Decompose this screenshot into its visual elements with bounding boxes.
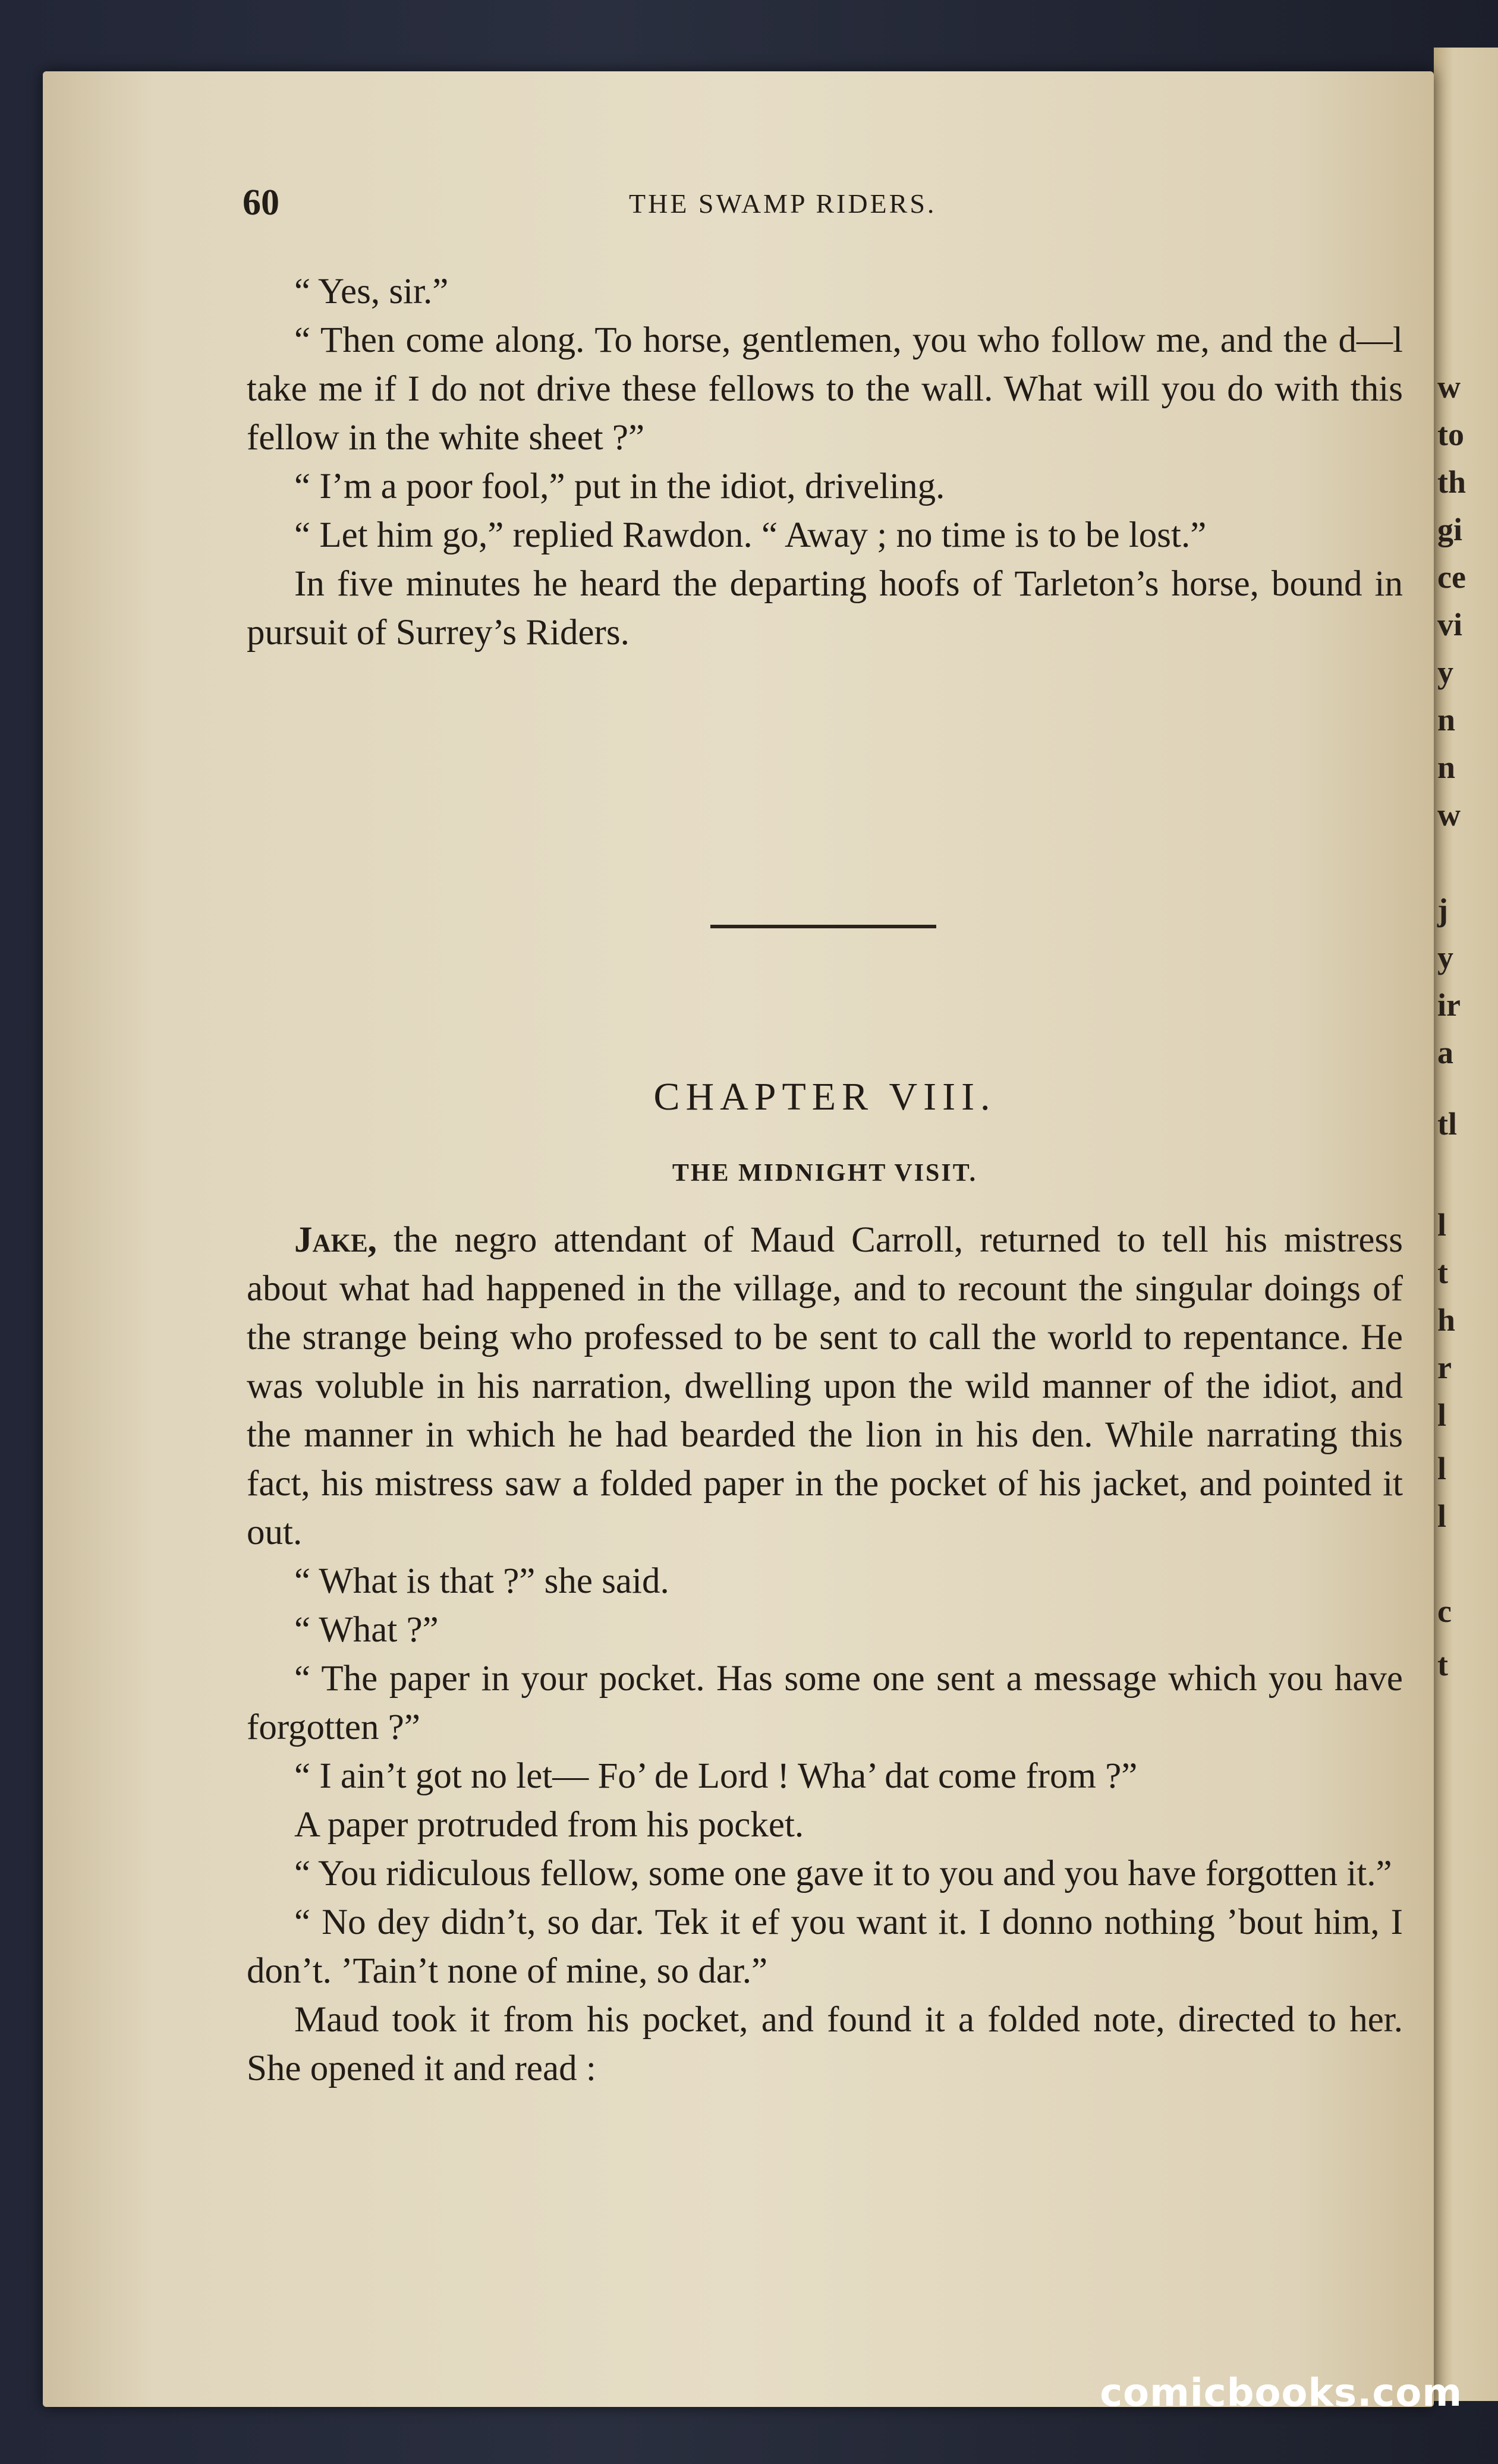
opening-paragraph — [247, 1216, 1403, 1557]
facing-page-fragment: t — [1437, 1647, 1448, 1682]
page-header — [243, 182, 1414, 229]
facing-page-edge — [1434, 48, 1498, 2401]
running-head: THE SWAMP RIDERS. — [629, 188, 937, 219]
paragraph: “ Then come along. To horse, gentlemen, you who follow me, and the d—l take me if I do not drive these fellows to the wall. What will you do with this fellow in the white sheet ?” — [247, 320, 1403, 458]
facing-page-fragment: l — [1437, 1498, 1447, 1534]
chapter-title: CHAPTER VIII. — [653, 1075, 996, 1118]
paragraph: A paper protruded from his pocket. — [294, 1805, 804, 1845]
facing-page-fragment: r — [1437, 1350, 1452, 1385]
paragraph: “ The paper in your pocket. Has some one sent a message which you have forgotten ?” — [247, 1659, 1403, 1747]
page-number: 60 — [243, 182, 279, 223]
facing-page-fragment: w — [1437, 797, 1461, 833]
facing-page-fragment: th — [1437, 464, 1466, 500]
facing-page-fragment: y — [1437, 654, 1453, 690]
facing-page-fragment: gi — [1437, 512, 1463, 547]
paragraph: “ I ain’t got no let— Fo’ de Lord ! Wha’ dat come from ?” — [294, 1756, 1138, 1796]
facing-page-fragment: n — [1437, 749, 1456, 785]
text-before-chapter — [247, 267, 1403, 657]
paragraph: “ What ?” — [294, 1610, 439, 1650]
facing-page-fragment: l — [1437, 1207, 1447, 1243]
facing-page-fragment: w — [1437, 369, 1461, 405]
chapter-text — [247, 1216, 1403, 2093]
facing-page-fragment: n — [1437, 702, 1456, 738]
facing-page-fragment: ir — [1437, 987, 1461, 1023]
opening-word: Jake, — [294, 1220, 377, 1260]
facing-page-fragment: t — [1437, 1255, 1448, 1290]
paragraph: “ No dey didn’t, so dar. Tek it ef you want it. I donno nothing ’bout him, I don’t. ’Tain’t none of mine, so dar.” — [247, 1902, 1403, 1991]
facing-page-fragment: ce — [1437, 559, 1466, 595]
facing-page-fragment: to — [1437, 417, 1464, 452]
paragraph: “ Yes, sir.” — [294, 272, 449, 311]
facing-page-fragment: vi — [1437, 607, 1463, 642]
paragraph: “ You ridiculous fellow, some one gave it to you and you have forgotten it.” — [294, 1854, 1392, 1893]
facing-page-fragment: l — [1437, 1451, 1447, 1486]
facing-page-fragment: c — [1437, 1593, 1452, 1629]
paragraph: Maud took it from his pocket, and found it a folded note, directed to her. She opened it and read : — [247, 2000, 1403, 2088]
facing-page-fragment: a — [1437, 1035, 1453, 1070]
opening-paragraph-body: the negro attendant of Maud Carroll, returned to tell his mistress about what had happened in the village, and to recount the singular doings of the strange being who professed to be sent to call the world to repentance. He was voluble in his narration, dwelling upon the wild manner of the idiot, and the manner in which he had bearded the lion in his den. While narrating this fact, his mistress saw a folded paper in the pocket of his jacket, and pointed it out. — [247, 1220, 1403, 1552]
chapter-subtitle: THE MIDNIGHT VISIT. — [672, 1159, 978, 1187]
paragraph: “ I’m a poor fool,” put in the idiot, driveling. — [294, 467, 945, 506]
facing-page-fragment: tl — [1437, 1106, 1457, 1142]
paragraph: “ Let him go,” replied Rawdon. “ Away ; no time is to be lost.” — [294, 515, 1207, 555]
paragraph: “ What is that ?” she said. — [294, 1561, 669, 1601]
facing-page-fragment: y — [1437, 940, 1453, 975]
paragraph: In five minutes he heard the departing hoofs of Tarleton’s horse, bound in pursuit of Surrey’s Riders. — [247, 564, 1403, 653]
watermark: comicbooks.com — [1100, 2371, 1462, 2415]
facing-page-fragment: l — [1437, 1397, 1447, 1433]
facing-page-fragment: h — [1437, 1302, 1456, 1338]
section-divider — [710, 925, 936, 928]
facing-page-fragment: j — [1437, 892, 1448, 928]
